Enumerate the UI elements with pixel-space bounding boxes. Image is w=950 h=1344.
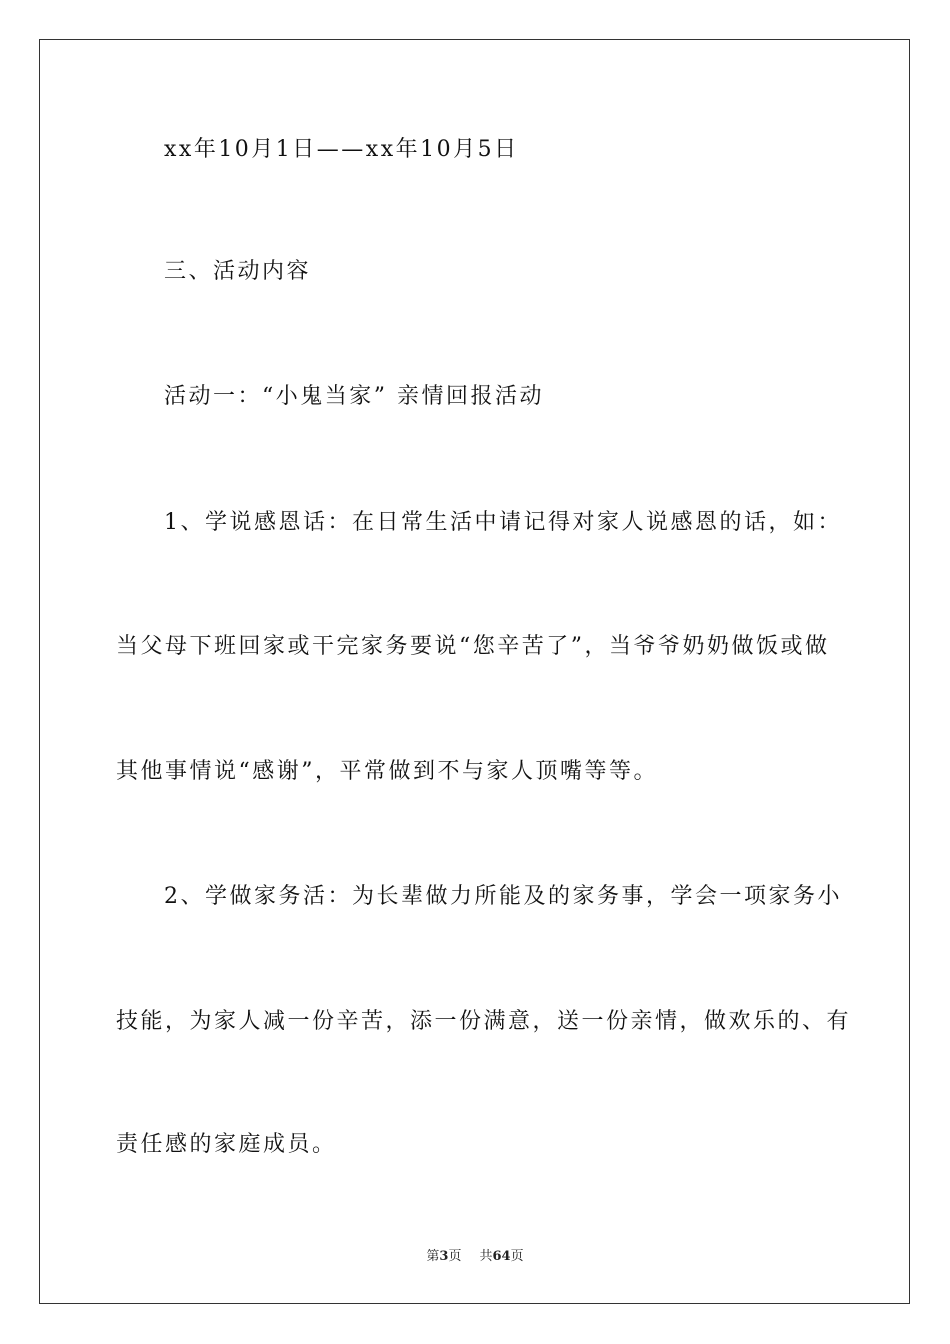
paragraph-line: 2、学做家务活：为长辈做力所能及的家务事，学会一项家务小	[164, 884, 842, 909]
paragraph-line: 其他事情说“感谢”，平常做到不与家人顶嘴等等。	[116, 759, 658, 784]
section-heading: 三、活动内容	[164, 259, 312, 284]
page-prefix: 第	[426, 1249, 440, 1264]
paragraph-line: 当父母下班回家或干完家务要说“您辛苦了”，当爷爷奶奶做饭或做	[116, 634, 830, 659]
paragraph-line: 责任感的家庭成员。	[116, 1132, 337, 1157]
total-pages: 64	[492, 1249, 511, 1264]
total-suffix: 页	[510, 1249, 524, 1264]
page-footer	[0, 1248, 950, 1266]
paragraph-line: 1、学说感恩话：在日常生活中请记得对家人说感恩的话，如：	[164, 510, 842, 535]
paragraph-line: 技能，为家人减一份辛苦，添一份满意，送一份亲情，做欢乐的、有	[116, 1009, 852, 1034]
total-prefix: 共	[479, 1249, 493, 1264]
activity-heading: 活动一：“小鬼当家” 亲情回报活动	[164, 384, 544, 409]
page-suffix: 页	[448, 1249, 462, 1264]
date-range-line: xx年10月1日——xx年10月5日	[164, 137, 519, 162]
page-border	[39, 39, 910, 1304]
page-number: 3	[439, 1249, 449, 1264]
